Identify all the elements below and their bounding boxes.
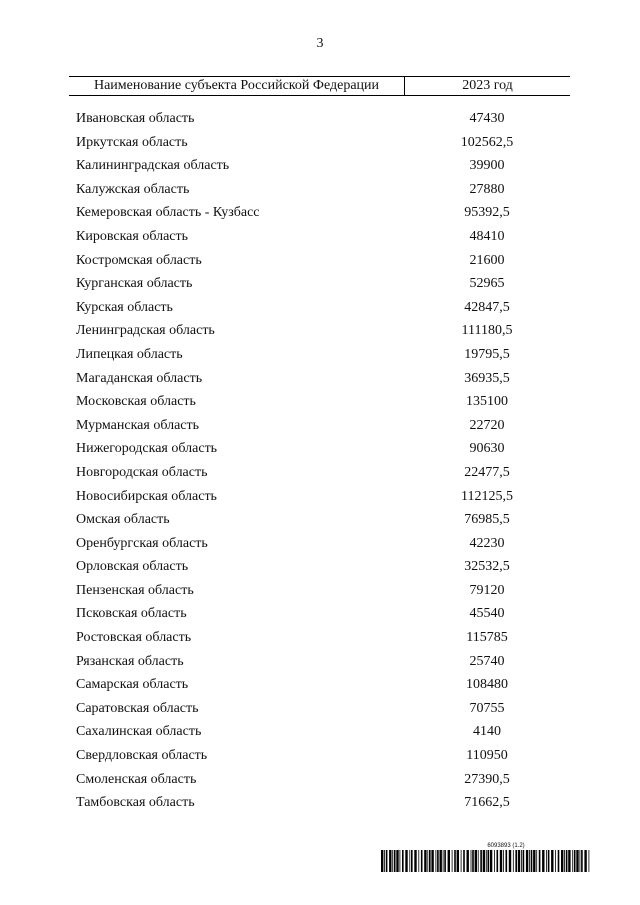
table-row <box>69 390 570 414</box>
table-row <box>69 461 570 485</box>
subject-value: 76985,5 <box>464 512 510 528</box>
subject-value: 79120 <box>469 582 505 598</box>
table-row <box>69 602 570 626</box>
subject-name: Саратовская область <box>76 700 199 716</box>
table-row <box>69 178 570 202</box>
table-row <box>69 131 570 155</box>
subject-name: Московская область <box>76 394 196 410</box>
subject-name: Ленинградская область <box>76 323 215 339</box>
table-row <box>69 201 570 225</box>
subject-name: Оренбургская область <box>76 535 208 551</box>
table-row <box>69 697 570 721</box>
subject-name: Кемеровская область - Кузбасс <box>76 205 260 221</box>
subject-value: 110950 <box>466 748 508 764</box>
header-year: 2023 год <box>462 78 513 93</box>
subject-value: 115785 <box>466 630 508 646</box>
table-row <box>69 720 570 744</box>
table-row <box>69 555 570 579</box>
subject-value: 22720 <box>469 417 505 433</box>
table-row <box>69 508 570 532</box>
table-row <box>69 154 570 178</box>
subject-value: 22477,5 <box>464 464 510 480</box>
subject-value: 112125,5 <box>461 488 513 504</box>
subject-name: Самарская область <box>76 677 189 693</box>
subject-name: Новосибирская область <box>76 488 217 504</box>
subject-value: 70755 <box>469 700 505 716</box>
table-row <box>69 673 570 697</box>
table-row <box>69 791 570 815</box>
subject-value: 32532,5 <box>464 559 510 575</box>
subject-name: Свердловская область <box>76 748 208 764</box>
subject-name: Калужская область <box>76 181 190 197</box>
subject-value: 39900 <box>469 158 505 174</box>
subject-name: Орловская область <box>76 559 189 575</box>
subject-name: Курганская область <box>76 276 193 292</box>
subject-value: 135100 <box>466 394 508 410</box>
subject-value: 27880 <box>469 181 505 197</box>
subject-name: Калининградская область <box>76 158 230 174</box>
table-row <box>69 367 570 391</box>
subject-name: Ивановская область <box>76 111 195 126</box>
subject-name: Пензенская область <box>76 582 194 598</box>
subject-value: 21600 <box>469 252 505 268</box>
subject-name: Мурманская область <box>76 417 200 433</box>
subject-name: Тамбовская область <box>76 795 195 811</box>
table-row <box>69 579 570 603</box>
subject-value: 102562,5 <box>460 134 514 150</box>
subject-value: 42847,5 <box>464 299 510 315</box>
table-row <box>69 249 570 273</box>
subject-value: 27390,5 <box>464 771 510 787</box>
table-row <box>69 272 570 296</box>
table-row <box>69 414 570 438</box>
barcode-caption: 6093893 (1.2) <box>487 843 525 849</box>
page-number: 3 <box>316 36 324 51</box>
subjects-table <box>69 76 570 815</box>
subject-name: Ростовская область <box>76 630 192 646</box>
subject-value: 90630 <box>469 441 505 457</box>
subject-value: 108480 <box>466 677 508 693</box>
subject-value: 48410 <box>469 228 505 244</box>
subject-name: Курская область <box>76 299 173 315</box>
subject-name: Костромская область <box>76 252 202 268</box>
subject-value: 45540 <box>469 606 505 622</box>
table-row <box>69 225 570 249</box>
table-row <box>69 437 570 461</box>
table-body <box>69 107 570 815</box>
header-subject-name: Наименование субъекта Российской Федерации <box>69 77 405 95</box>
subject-value: 111180,5 <box>461 323 513 339</box>
subject-value: 95392,5 <box>464 205 510 221</box>
subject-name: Иркутская область <box>76 134 188 150</box>
table-row <box>69 650 570 674</box>
subject-name: Магаданская область <box>76 370 203 386</box>
barcode-block <box>381 843 591 872</box>
table-row <box>69 296 570 320</box>
subject-name: Рязанская область <box>76 653 184 669</box>
subject-value: 36935,5 <box>464 370 510 386</box>
subject-value: 25740 <box>469 653 505 669</box>
subject-value: 4140 <box>473 724 501 740</box>
subject-value: 19795,5 <box>464 346 510 362</box>
subject-value: 47430 <box>469 111 505 126</box>
table-row <box>69 744 570 768</box>
table-header <box>69 76 570 96</box>
table-row <box>69 626 570 650</box>
subject-name: Омская область <box>76 512 170 528</box>
subject-name: Псковская область <box>76 606 187 622</box>
table-row <box>69 485 570 509</box>
subject-name: Нижегородская область <box>76 441 218 457</box>
subject-value: 42230 <box>469 535 505 551</box>
table-row <box>69 343 570 367</box>
subject-name: Новгородская область <box>76 464 208 480</box>
subject-name: Кировская область <box>76 228 189 244</box>
table-row <box>69 768 570 792</box>
subject-name: Сахалинская область <box>76 724 202 740</box>
subject-value: 71662,5 <box>464 795 510 811</box>
subject-name: Липецкая область <box>76 346 183 362</box>
table-row <box>69 532 570 556</box>
table-row <box>69 319 570 343</box>
subject-value: 52965 <box>469 276 505 292</box>
barcode-icon <box>381 850 591 872</box>
subject-name: Смоленская область <box>76 771 197 787</box>
table-row <box>69 107 570 131</box>
